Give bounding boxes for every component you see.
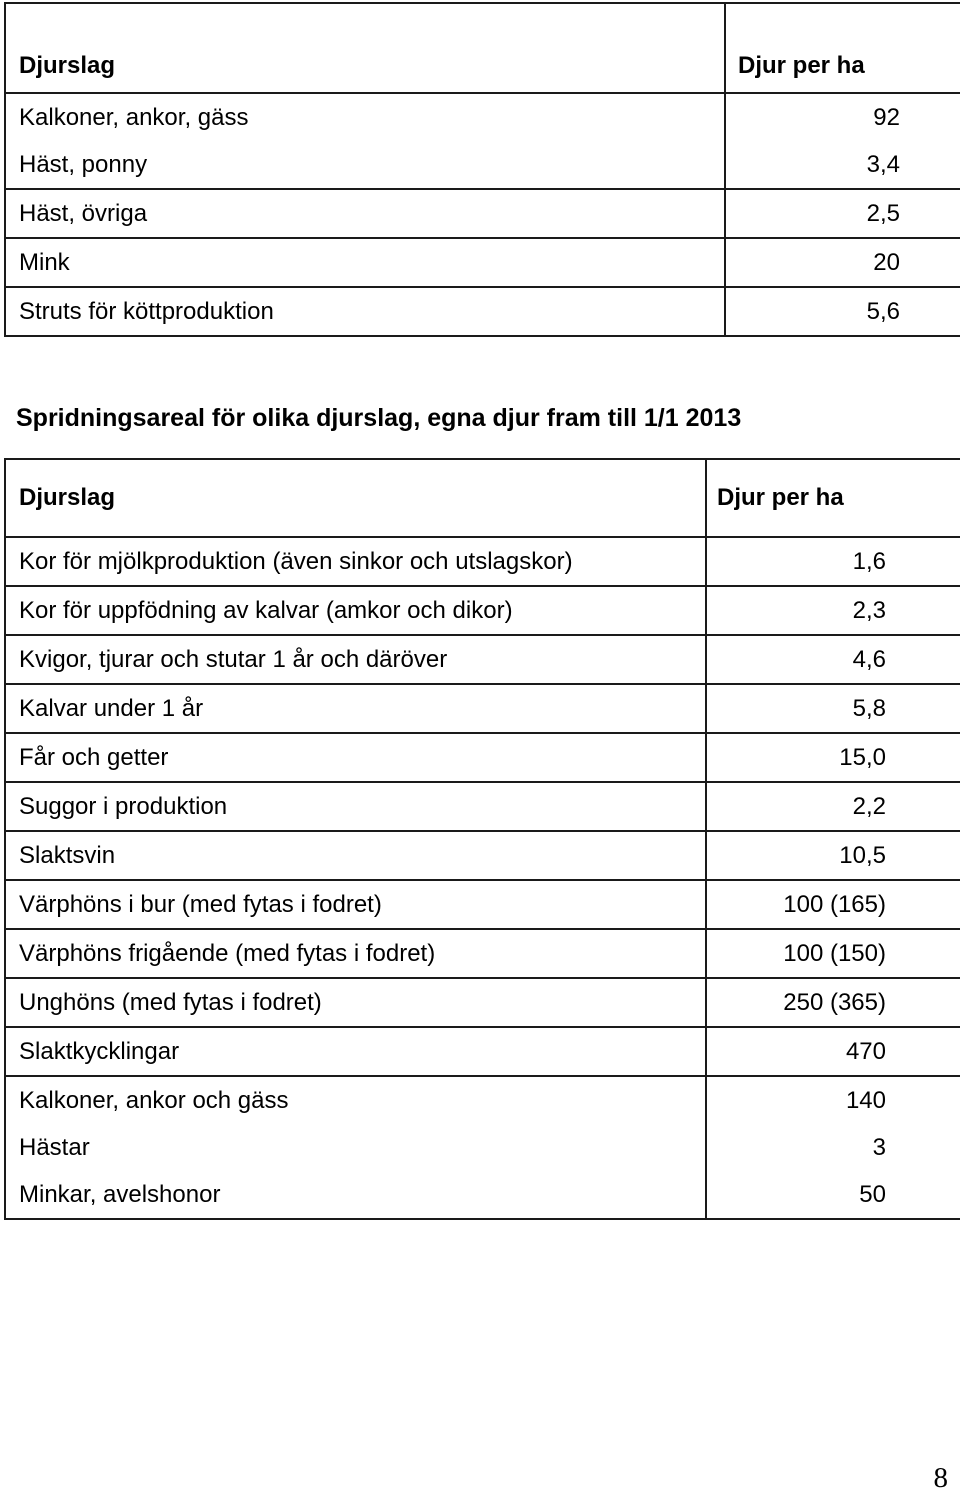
cell-djur-per-ha: 5,6: [725, 287, 960, 336]
cell-djur-per-ha: 1,6: [706, 537, 960, 586]
cell-djur-per-ha: 470: [706, 1027, 960, 1076]
cell-djur-per-ha: 50: [706, 1171, 960, 1219]
cell-djur-per-ha: 5,8: [706, 684, 960, 733]
table-row: [5, 93, 960, 141]
cell-djurslag: Slaktkycklingar: [5, 1027, 706, 1076]
table-row: [5, 978, 960, 1027]
table-row: [5, 782, 960, 831]
cell-djur-per-ha: 3: [706, 1124, 960, 1171]
table-row: [5, 733, 960, 782]
cell-djur-per-ha: 92: [725, 93, 960, 141]
cell-djurslag: Kalvar under 1 år: [5, 684, 706, 733]
cell-djur-per-ha: 250 (365): [706, 978, 960, 1027]
column-header-djurslag: Djurslag: [5, 3, 725, 93]
table-row: [5, 1171, 960, 1219]
cell-djur-per-ha: 140: [706, 1076, 960, 1124]
cell-djurslag: Minkar, avelshonor: [5, 1171, 706, 1219]
cell-djur-per-ha: 100 (150): [706, 929, 960, 978]
cell-djurslag: Suggor i produktion: [5, 782, 706, 831]
table-row: [5, 189, 960, 238]
cell-djur-per-ha: 10,5: [706, 831, 960, 880]
cell-djur-per-ha: 2,5: [725, 189, 960, 238]
cell-djurslag: Struts för köttproduktion: [5, 287, 725, 336]
cell-djur-per-ha: 2,2: [706, 782, 960, 831]
cell-djur-per-ha: 100 (165): [706, 880, 960, 929]
cell-djurslag: Häst, ponny: [5, 141, 725, 189]
cell-djurslag: Får och getter: [5, 733, 706, 782]
cell-djurslag: Hästar: [5, 1124, 706, 1171]
cell-djur-per-ha: 2,3: [706, 586, 960, 635]
table-row: [5, 635, 960, 684]
table-row: [5, 141, 960, 189]
cell-djur-per-ha: 15,0: [706, 733, 960, 782]
table-row: [5, 287, 960, 336]
column-header-djur-per-ha: Djur per ha: [706, 459, 960, 537]
table-row: [5, 929, 960, 978]
cell-djur-per-ha: 4,6: [706, 635, 960, 684]
cell-djurslag: Värphöns i bur (med fytas i fodret): [5, 880, 706, 929]
cell-djurslag: Kalkoner, ankor och gäss: [5, 1076, 706, 1124]
cell-djurslag: Unghöns (med fytas i fodret): [5, 978, 706, 1027]
cell-djurslag: Kor för mjölkproduktion (även sinkor och utslagskor): [5, 537, 706, 586]
table-spreading-area: [4, 458, 960, 1220]
cell-djur-per-ha: 3,4: [725, 141, 960, 189]
cell-djurslag: Häst, övriga: [5, 189, 725, 238]
table-row: [5, 537, 960, 586]
table-row: [5, 831, 960, 880]
cell-djurslag: Slaktsvin: [5, 831, 706, 880]
cell-djurslag: Mink: [5, 238, 725, 287]
cell-djurslag: Kor för uppfödning av kalvar (amkor och dikor): [5, 586, 706, 635]
table-row: [5, 1076, 960, 1124]
cell-djur-per-ha: 20: [725, 238, 960, 287]
table-header-row: [5, 459, 960, 537]
page-number: 8: [933, 1462, 948, 1494]
cell-djurslag: Kvigor, tjurar och stutar 1 år och däröver: [5, 635, 706, 684]
table-header-row: [5, 3, 960, 93]
column-header-djur-per-ha: Djur per ha: [725, 3, 960, 93]
section-heading: Spridningsareal för olika djurslag, egna djur fram till 1/1 2013: [16, 404, 742, 432]
table-row: [5, 1027, 960, 1076]
table-row: [5, 238, 960, 287]
table-row: [5, 1124, 960, 1171]
cell-djurslag: Värphöns frigående (med fytas i fodret): [5, 929, 706, 978]
cell-djurslag: Kalkoner, ankor, gäss: [5, 93, 725, 141]
table-row: [5, 880, 960, 929]
table-row: [5, 586, 960, 635]
table-animals-per-hectare: [4, 2, 960, 337]
column-header-djurslag: Djurslag: [5, 459, 706, 537]
table-row: [5, 684, 960, 733]
